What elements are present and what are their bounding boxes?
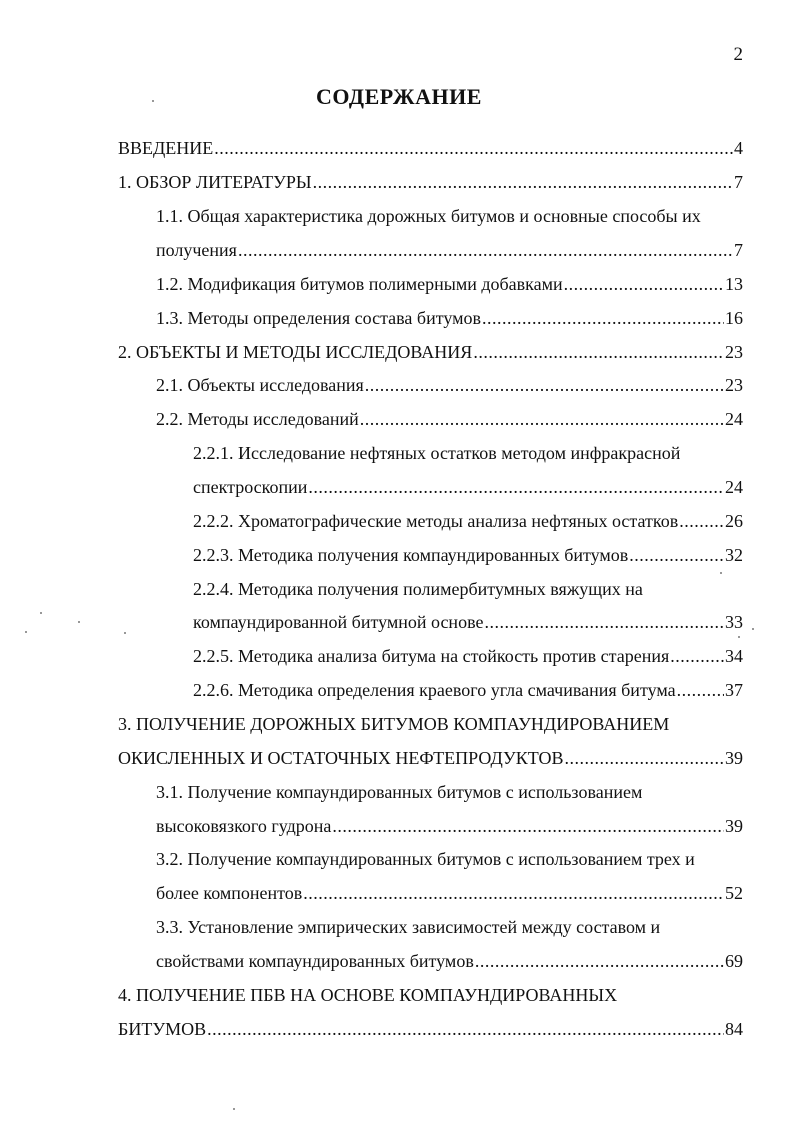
toc-entry-1-2[interactable] — [156, 272, 743, 296]
toc-entry-2-2-2[interactable] — [193, 509, 743, 533]
toc-entry-page: 23 — [725, 375, 743, 395]
toc-entry-text: спектроскопии — [193, 477, 308, 497]
toc-entry-3-1[interactable] — [156, 814, 743, 838]
leader-dots — [629, 543, 724, 567]
toc-entry-2-1[interactable] — [156, 373, 743, 397]
toc-entry-2-2-4[interactable] — [193, 610, 743, 634]
toc-entry-text-line1: 2.2.1. Исследование нефтяных остатков методом инфракрасной — [193, 443, 681, 463]
toc-entry-3-2[interactable] — [156, 881, 743, 905]
toc-entry-2-2-3[interactable] — [193, 543, 743, 567]
leader-dots — [360, 407, 724, 431]
scan-speck — [25, 631, 27, 633]
toc-entry-page: 52 — [725, 883, 743, 903]
toc-entry-page: 16 — [725, 308, 743, 328]
leader-dots — [679, 509, 724, 533]
toc-entry-text: высоковязкого гудрона — [156, 816, 332, 836]
toc-entry-page: 4 — [734, 138, 743, 158]
scan-speck — [152, 100, 154, 102]
leader-dots — [475, 949, 724, 973]
toc-entry-page: 69 — [725, 951, 743, 971]
toc-entry-2-2-5[interactable] — [193, 644, 743, 668]
toc-entry-page: 23 — [725, 342, 743, 362]
toc-entry-chapter-3[interactable] — [118, 746, 743, 770]
leader-dots — [303, 881, 724, 905]
toc-entry-2-2[interactable] — [156, 407, 743, 431]
toc-entry-text-line1: 2.2.4. Методика получения полимербитумных вяжущих на — [193, 579, 643, 599]
page-number: 2 — [733, 44, 743, 65]
leader-dots — [332, 814, 724, 838]
toc-entry-page: 34 — [725, 646, 743, 666]
leader-dots — [473, 340, 724, 364]
leader-dots — [482, 306, 724, 330]
toc-entry-text: 2. ОБЪЕКТЫ И МЕТОДЫ ИССЛЕДОВАНИЯ — [118, 342, 473, 362]
toc-entry-page: 39 — [725, 748, 743, 768]
toc-entry-text: более компонентов — [156, 883, 303, 903]
scan-speck — [738, 636, 740, 638]
scan-speck — [40, 612, 42, 614]
toc-entry-text: 2.2.2. Хроматографические методы анализа нефтяных остатков — [193, 511, 679, 531]
toc-entry-text-line1: 3.3. Установление эмпирических зависимостей между составом и — [156, 917, 661, 937]
toc-entry-chapter-4[interactable] — [118, 1017, 743, 1041]
leader-dots — [677, 678, 724, 702]
toc-entry-page: 24 — [725, 477, 743, 497]
leader-dots — [484, 610, 724, 634]
leader-dots — [365, 373, 724, 397]
toc-entry-page: 7 — [734, 172, 743, 192]
toc-entry-text: компаундированной битумной основе — [193, 612, 484, 632]
scan-speck — [78, 621, 80, 623]
toc-entry-page: 13 — [725, 274, 743, 294]
toc-entry-page: 39 — [725, 816, 743, 836]
toc-entry-page: 7 — [734, 240, 743, 260]
toc-entry-3-3[interactable] — [156, 949, 743, 973]
toc-entry-1-1[interactable] — [156, 238, 743, 262]
toc-entry-text: 2.2. Методы исследований — [156, 409, 359, 429]
toc-entry-text: 2.2.6. Методика определения краевого угла смачивания битума — [193, 680, 676, 700]
toc-entry-text: 2.2.3. Методика получения компаундированных битумов — [193, 545, 629, 565]
toc-entry-text-line1: 3. ПОЛУЧЕНИЕ ДОРОЖНЫХ БИТУМОВ КОМПАУНДИРОВАНИЕМ — [118, 714, 670, 734]
leader-dots — [313, 170, 733, 194]
scan-speck — [752, 628, 754, 630]
scan-speck — [124, 632, 126, 634]
toc-entry-introduction[interactable] — [118, 136, 743, 160]
toc-entry-page: 37 — [725, 680, 743, 700]
toc-entry-page: 33 — [725, 612, 743, 632]
leader-dots — [670, 644, 724, 668]
leader-dots — [214, 136, 733, 160]
toc-entry-text-line1: 1.1. Общая характеристика дорожных битумов и основные способы их — [156, 206, 701, 226]
toc-entry-2-2-1[interactable] — [193, 475, 743, 499]
toc-entry-text-line1: 3.1. Получение компаундированных битумов с использованием — [156, 782, 643, 802]
toc-entry-text-line1: 3.2. Получение компаундированных битумов с использованием трех и — [156, 849, 695, 869]
leader-dots — [308, 475, 724, 499]
toc-entry-text: получения — [156, 240, 237, 260]
page-title: СОДЕРЖАНИЕ — [316, 84, 482, 109]
toc-entry-text: 1.2. Модификация битумов полимерными добавками — [156, 274, 563, 294]
leader-dots — [238, 238, 733, 262]
toc-entry-text: 1.3. Методы определения состава битумов — [156, 308, 481, 328]
leader-dots — [565, 746, 725, 770]
scan-speck — [233, 1108, 235, 1110]
toc-entry-text: свойствами компаундированных битумов — [156, 951, 474, 971]
toc-entry-text: 1. ОБЗОР ЛИТЕРАТУРЫ — [118, 172, 312, 192]
toc-entry-page: 26 — [725, 511, 743, 531]
toc-entry-text: 2.1. Объекты исследования — [156, 375, 364, 395]
toc-entry-page: 24 — [725, 409, 743, 429]
toc-entry-text: 2.2.5. Методика анализа битума на стойкость против старения — [193, 646, 670, 666]
toc-entry-chapter-2[interactable] — [118, 340, 743, 364]
scan-speck — [720, 572, 722, 574]
toc-entry-text-line1: 4. ПОЛУЧЕНИЕ ПБВ НА ОСНОВЕ КОМПАУНДИРОВАННЫХ — [118, 985, 618, 1005]
toc-entry-text: БИТУМОВ — [118, 1019, 207, 1039]
toc-entry-chapter-1[interactable] — [118, 170, 743, 194]
toc-entry-1-3[interactable] — [156, 306, 743, 330]
leader-dots — [207, 1017, 724, 1041]
leader-dots — [564, 272, 724, 296]
toc-entry-page: 32 — [725, 545, 743, 565]
toc-entry-2-2-6[interactable] — [193, 678, 743, 702]
toc-entry-page: 84 — [725, 1019, 743, 1039]
toc-entry-text: ВВЕДЕНИЕ — [118, 138, 214, 158]
toc-entry-text: ОКИСЛЕННЫХ И ОСТАТОЧНЫХ НЕФТЕПРОДУКТОВ — [118, 748, 564, 768]
